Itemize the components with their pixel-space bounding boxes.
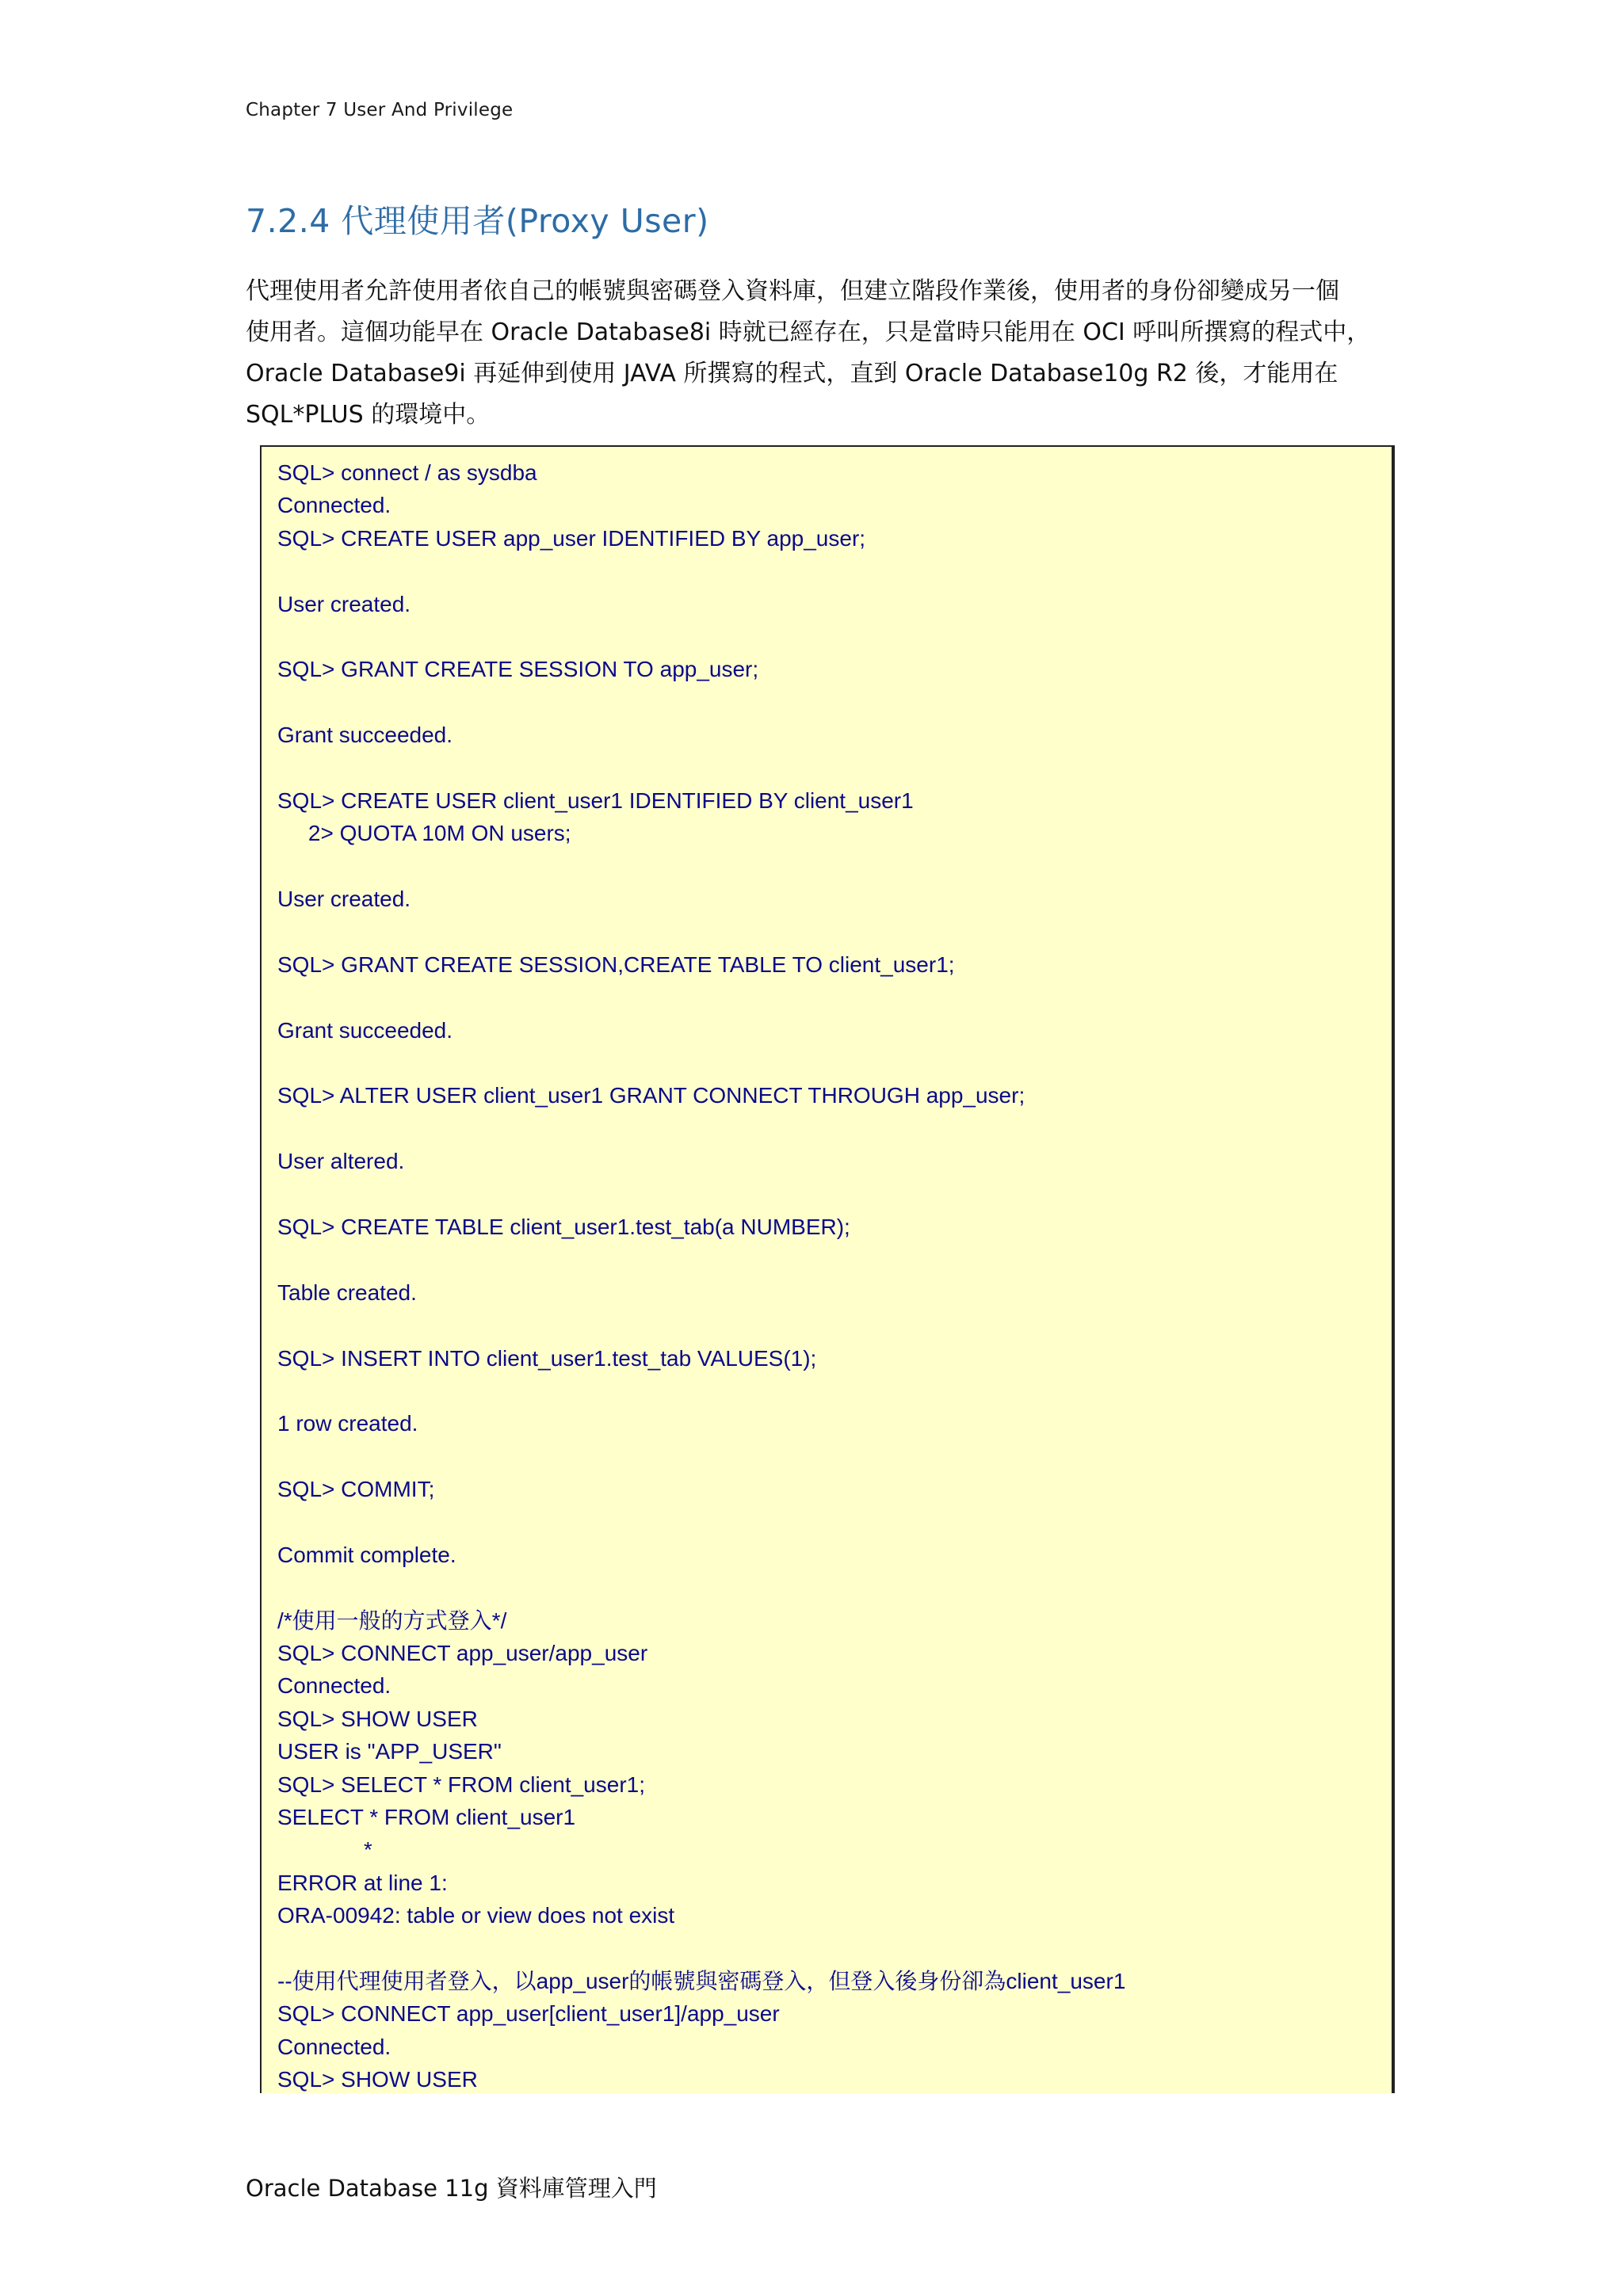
code-line: SQL> CONNECT app_user/app_user — [277, 1641, 648, 1666]
code-line: SQL> SELECT * FROM client_user1; — [277, 1772, 645, 1797]
code-line: User created. — [277, 887, 411, 912]
code-line — [277, 555, 1125, 587]
code-line: SQL> connect / as sysdba — [277, 460, 537, 485]
code-line: Connected. — [277, 1673, 391, 1699]
code-line: USER is "APP_USER" — [277, 1739, 502, 1764]
code-line — [277, 850, 1125, 883]
code-lines — [277, 456, 1125, 2093]
code-line — [277, 1178, 1125, 1211]
code-line: Grant succeeded. — [277, 1017, 453, 1043]
code-line — [277, 1571, 1125, 1604]
code-line: Connected. — [277, 2034, 391, 2059]
code-line — [277, 1047, 1125, 1079]
code-line — [277, 686, 1125, 719]
code-line — [277, 752, 1125, 784]
footer-book-title: Oracle Database 11g 資料庫管理入門 — [246, 2175, 657, 2202]
code-line: SQL> GRANT CREATE SESSION,CREATE TABLE TO client_user1; — [277, 952, 955, 977]
code-line: --使用代理使用者登入，以app_user的帳號與密碼登入，但登入後身份卻為client_user1 — [277, 1968, 1126, 1993]
code-line: SQL> CREATE TABLE client_user1.test_tab(a NUMBER); — [277, 1214, 850, 1239]
code-line: ORA-00942: table or view does not exist — [277, 1903, 675, 1928]
code-line: SQL> CREATE USER app_user IDENTIFIED BY app_user; — [277, 525, 866, 551]
code-line — [277, 1506, 1125, 1539]
code-line — [277, 981, 1125, 1013]
code-line: Grant succeeded. — [277, 723, 453, 748]
code-line — [277, 1932, 1125, 1965]
code-line: SQL> SHOW USER — [277, 1706, 478, 1731]
code-line: SQL> SHOW USER — [277, 2067, 478, 2092]
code-line: SQL> INSERT INTO client_user1.test_tab VALUES(1); — [277, 1345, 817, 1371]
code-line: Commit complete. — [277, 1542, 456, 1567]
code-line: SQL> COMMIT; — [277, 1477, 435, 1502]
section-title: 7.2.4 代理使用者(Proxy User) — [246, 202, 709, 240]
code-line — [277, 1440, 1125, 1473]
code-line — [277, 915, 1125, 948]
code-line: SQL> CREATE USER client_user1 IDENTIFIED BY client_user1 — [277, 788, 914, 813]
intro-paragraph — [246, 271, 1411, 436]
code-listing — [260, 445, 1392, 2093]
code-line — [277, 1309, 1125, 1341]
intro-line: 使用者。這個功能早在 Oracle Database8i 時就已經存在，只是當時只能用在 OCI 呼叫所撰寫的程式中， — [246, 318, 1371, 346]
code-line: User created. — [277, 591, 411, 616]
code-line: SELECT * FROM client_user1 — [277, 1805, 576, 1830]
code-line: SQL> ALTER USER client_user1 GRANT CONNECT THROUGH app_user; — [277, 1083, 1025, 1108]
code-line: /*使用一般的方式登入*/ — [277, 1608, 507, 1633]
code-line: * — [277, 1837, 372, 1863]
code-line: 2> QUOTA 10M ON users; — [277, 821, 571, 846]
code-line — [277, 1112, 1125, 1145]
code-line: SQL> CONNECT app_user[client_user1]/app_user — [277, 2001, 780, 2027]
code-line: User altered. — [277, 1149, 405, 1174]
code-line: ERROR at line 1: — [277, 1870, 448, 1895]
code-line — [277, 620, 1125, 653]
chapter-header: Chapter 7 User And Privilege — [246, 100, 514, 120]
code-line: 1 row created. — [277, 1411, 418, 1436]
code-line — [277, 1375, 1125, 1407]
code-line: Table created. — [277, 1280, 417, 1305]
intro-line: Oracle Database9i 再延伸到使用 JAVA 所撰寫的程式，直到 Oracle Database10g R2 後，才能用在 — [246, 360, 1338, 387]
code-line: SQL> GRANT CREATE SESSION TO app_user; — [277, 657, 759, 682]
code-line: Connected. — [277, 493, 391, 518]
intro-line: 代理使用者允許使用者依自己的帳號與密碼登入資料庫，但建立階段作業後，使用者的身份卻變成另一個 — [246, 277, 1339, 305]
intro-line: SQL*PLUS 的環境中。 — [246, 401, 491, 429]
code-line — [277, 1243, 1125, 1276]
